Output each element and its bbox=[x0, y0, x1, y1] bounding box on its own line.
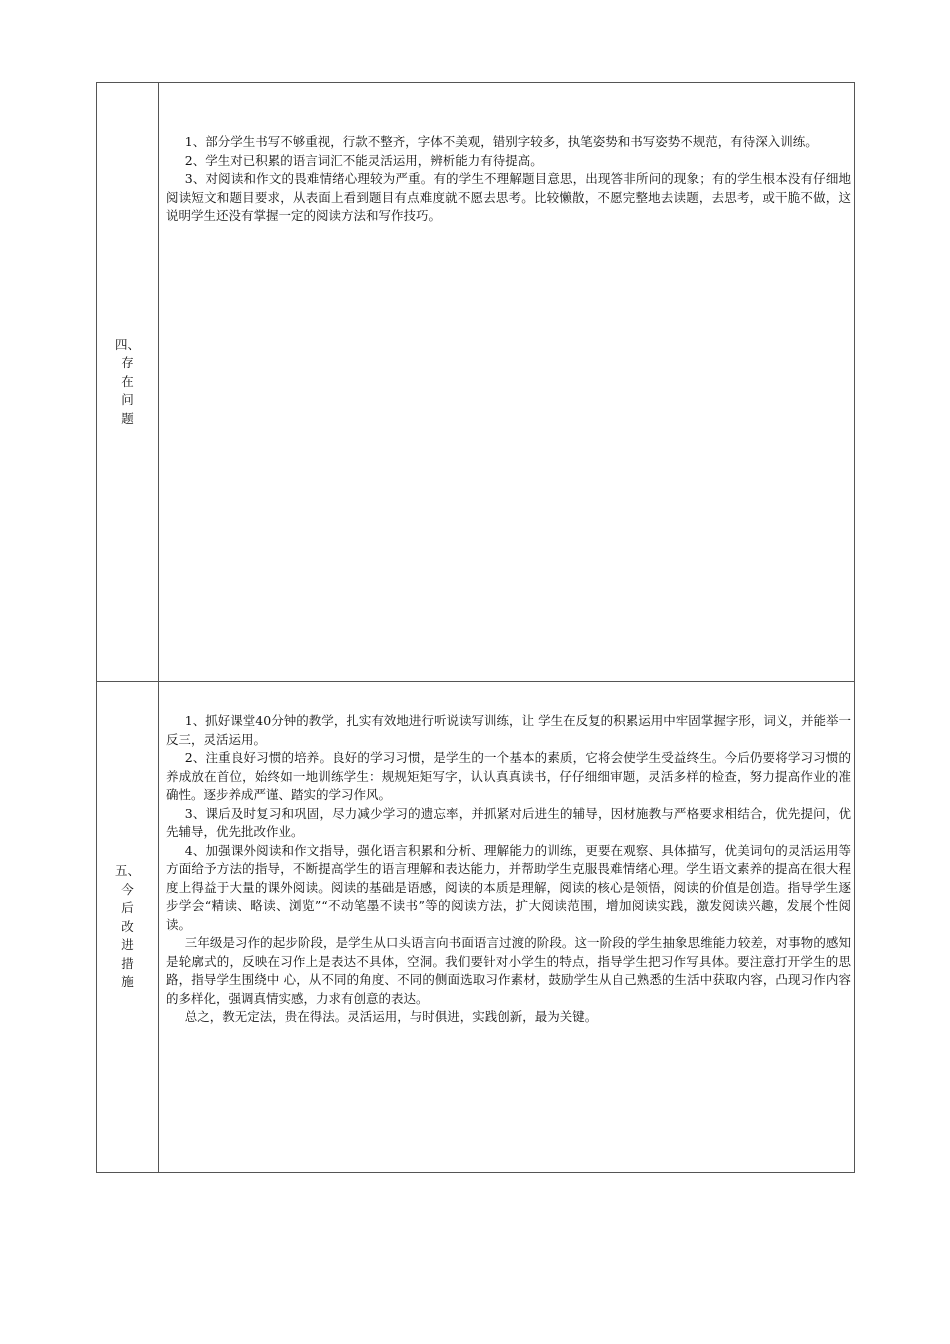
paragraph: 3、课后及时复习和巩固，尽力减少学习的遗忘率，并抓紧对后进生的辅导，因材施教与严格要求相结合，优先提问，优先辅导，优先批改作业。 bbox=[166, 805, 851, 839]
label-char: 改 bbox=[121, 918, 134, 934]
section-label-measures bbox=[97, 682, 159, 1173]
label-char: 施 bbox=[121, 974, 134, 990]
section-content-problems bbox=[159, 83, 855, 682]
label-char: 后 bbox=[121, 900, 134, 916]
section-row-problems bbox=[97, 83, 855, 682]
paragraph: 总之，教无定法，贵在得法。灵活运用，与时俱进，实践创新，最为关键。 bbox=[184, 1009, 598, 1024]
label-char: 问 bbox=[121, 392, 134, 408]
section-label-problems bbox=[97, 83, 159, 682]
label-char: 五、 bbox=[114, 863, 140, 879]
label-char: 措 bbox=[121, 955, 134, 971]
paragraph: 三年级是习作的起步阶段，是学生从口头语言向书面语言过渡的阶段。这一阶段的学生抽象思维能力较差，对事物的感知是轮廓式的，反映在习作上是表达不具体，空洞。我们要针对小学生的特点，指导学生把习作写具体。要注意打开学生的思路，指导学生围绕中 心，从不同的角度、不同的侧面选取习作素材，鼓励学生从自己熟悉的生活中获取内容，凸现习作内容的多样化，强调真情实感，力求有创意的表达。 bbox=[166, 935, 851, 1006]
paragraph: 1、部分学生书写不够重视，行款不整齐，字体不美观，错别字较多，执笔姿势和书写姿势不规范，有待深入训练。 bbox=[184, 134, 818, 149]
paragraph: 4、加强课外阅读和作文指导，强化语言积累和分析、理解能力的训练，更要在观察、具体描写，优美词句的灵活运用等方面给予方法的指导，不断提高学生的语言理解和表达能力，并帮助学生克服畏难情绪心理。学生语文素养的提高在很大程度上得益于大量的课外阅读。阅读的基础是语感，阅读的本质是理解，阅读的核心是领悟，阅读的价值是创造。指导学生逐步学会“精读、略读、浏览”“不动笔墨不读书”等的阅读方法，扩大阅读范围，增加阅读实践，激发阅读兴趣，发展个性阅读。 bbox=[166, 842, 851, 932]
section-content-measures bbox=[159, 682, 855, 1173]
paragraph: 3、对阅读和作文的畏难情绪心理较为严重。有的学生不理解题目意思，出现答非所问的现象；有的学生根本没有仔细地阅读短文和题目要求，从表面上看到题目有点难度就不愿去思考。比较懒散，不愿完整地去读题，去思考，或干脆不做，这说明学生还没有掌握一定的阅读方法和写作技巧。 bbox=[166, 171, 851, 223]
label-char: 在 bbox=[121, 373, 134, 389]
section-row-measures bbox=[97, 682, 855, 1173]
paragraph: 1、抓好课堂40分钟的教学，扎实有效地进行听说读写训练，让 学生在反复的积累运用中牢固掌握字形，词义，并能举一反三，灵活运用。 bbox=[166, 713, 851, 747]
label-char: 存 bbox=[121, 355, 134, 371]
label-char: 进 bbox=[121, 937, 134, 953]
paragraph: 2、学生对已积累的语言词汇不能灵活运用，辨析能力有待提高。 bbox=[184, 152, 543, 168]
label-char: 四、 bbox=[114, 336, 140, 352]
label-char: 今 bbox=[121, 881, 134, 897]
paragraph: 2、注重良好习惯的培养。良好的学习习惯，是学生的一个基本的素质，它将会使学生受益终生。今后仍要将学习习惯的养成放在首位，始终如一地训练学生：规规矩矩写字，认认真真读书，仔仔细细审题，灵活多样的检查，努力提高作业的准确性。逐步养成严谨、踏实的学习作风。 bbox=[166, 750, 851, 802]
label-char: 题 bbox=[121, 410, 134, 426]
report-table bbox=[96, 82, 855, 1173]
